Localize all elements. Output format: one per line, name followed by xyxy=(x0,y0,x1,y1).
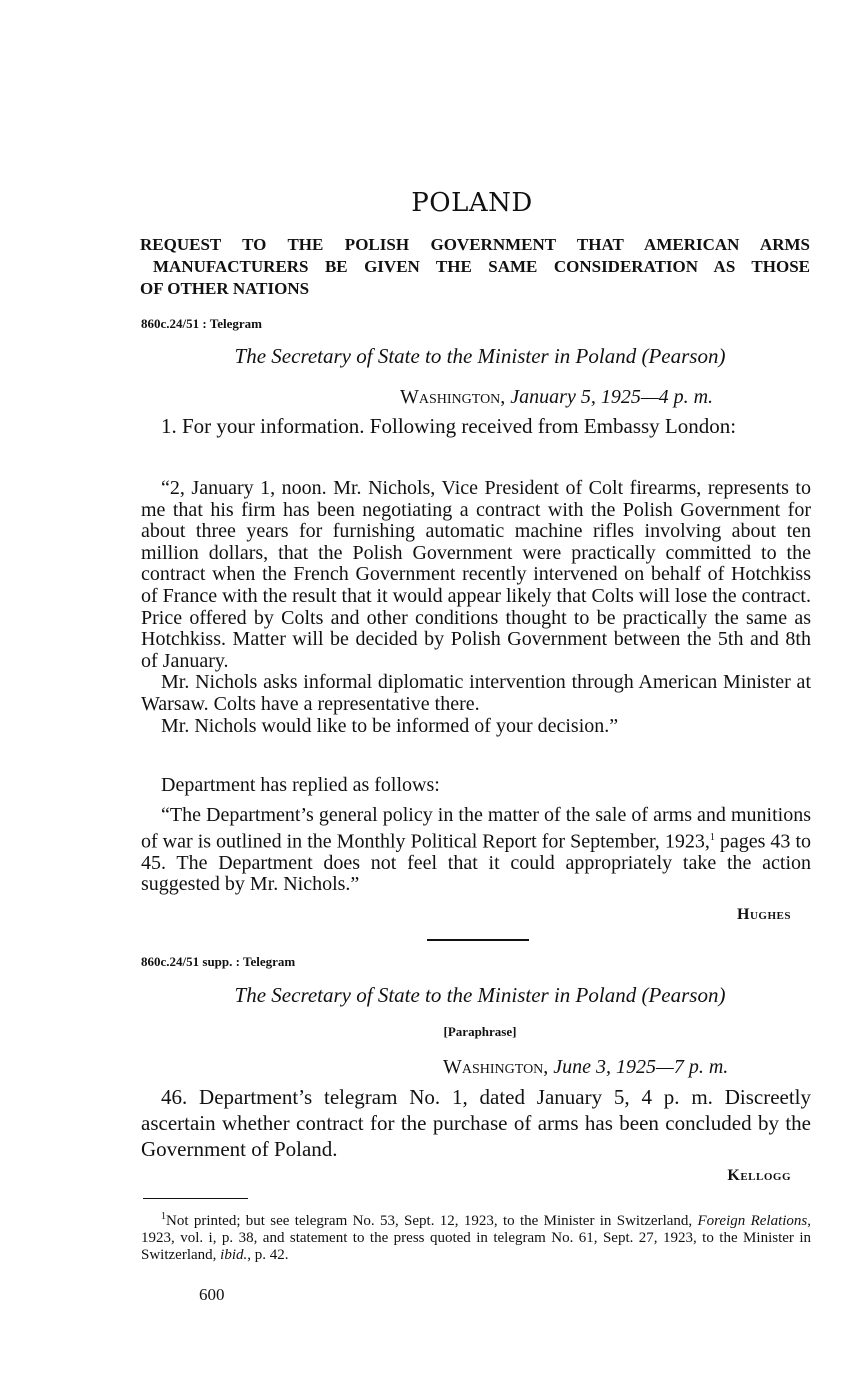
section-title: POLAND xyxy=(411,188,533,218)
signature: Hughes xyxy=(737,906,791,923)
file-number: 860c.24/51 supp. : Telegram xyxy=(141,954,296,969)
dateline xyxy=(400,386,713,409)
quoted-telegram xyxy=(141,478,811,737)
place: Washington, xyxy=(400,386,506,408)
signature: Kellogg xyxy=(727,1167,791,1184)
quote-paragraph: “2, January 1, noon. Mr. Nichols, Vice President of Colt firearms, represents to me that his firm has been negotiating a contract with the Polish Government for about three years for furnishing automatic machine rifles involving about ten million dollars, that the Polish Government were practically committed to the contract when the French Government recently intervened on behalf of Hotchkiss of France with the result that it would appear likely that Colts will lose the contract. Price offered by Colts and other conditions thought to be practically the same as Hotchkiss. Matter will be decided by Polish Government between the 5th and 8th of January. xyxy=(141,477,811,672)
heading-line-3: OF OTHER NATIONS xyxy=(140,279,310,298)
document-heading xyxy=(140,234,810,300)
file-number: 860c.24/51 : Telegram xyxy=(141,316,262,331)
footnote-ref: 1 xyxy=(709,831,715,843)
section-divider xyxy=(427,939,529,941)
page-number: 600 xyxy=(199,1285,225,1304)
footnote-text: Not printed; but see telegram No. 53, Sept. 12, 1923, to the Minister in Switzerland, xyxy=(166,1213,698,1229)
footnote-citation: Foreign Relations xyxy=(697,1213,808,1229)
dateline xyxy=(443,1056,728,1079)
date: June 3, 1925—7 p. m. xyxy=(553,1056,729,1078)
quote-paragraph: Mr. Nichols asks informal diplomatic intervention through American Minister at Warsaw. Colts have a representative there. xyxy=(141,671,811,715)
reply-text: pages 43 to 45. The Department does not feel that it could appropriately take the action suggested by Mr. Nichols.” xyxy=(141,830,811,896)
footnote-text: , 1923, vol. i, p. 38, and statement to the press quoted in telegram No. 61, Sept. 27, 1923, to the Minister in Switzerland, xyxy=(141,1213,811,1263)
footnote-citation: ibid. xyxy=(220,1247,248,1263)
addressee-name: (Pearson) xyxy=(641,344,726,368)
addressee: The Secretary of State to the Minister in Poland xyxy=(234,983,637,1007)
paragraph: 46. Department’s telegram No. 1, dated January 5, 4 p. m. Discreetly ascertain whether contract for the purchase of arms has been concluded by the Government of Poland. xyxy=(141,1085,811,1161)
addressee-line xyxy=(130,983,830,1008)
heading-line-2: MANUFACTURERS BE GIVEN THE SAME CONSIDERATION AS THOSE xyxy=(153,257,810,276)
date: January 5, 1925—4 p. m. xyxy=(510,386,714,408)
heading-line-1: REQUEST TO THE POLISH GOVERNMENT THAT AMERICAN ARMS xyxy=(140,235,810,254)
quote-paragraph: Mr. Nichols would like to be informed of your decision.” xyxy=(161,714,619,737)
footnote-rule xyxy=(143,1198,248,1199)
addressee: The Secretary of State to the Minister in Poland xyxy=(234,344,637,368)
paragraph: Department has replied as follows: xyxy=(161,774,440,796)
footnote-text: , p. 42. xyxy=(247,1247,289,1263)
addressee-name: (Pearson) xyxy=(641,983,726,1007)
paraphrase-note: [Paraphrase] xyxy=(443,1024,517,1039)
place: Washington, xyxy=(443,1056,549,1078)
addressee-line xyxy=(130,344,830,369)
footnote xyxy=(141,1208,811,1264)
reply-text: “The Department’s general policy in the matter of the sale of arms and munitions of war is outlined in the Monthly Political Report for September, 1923, xyxy=(141,804,811,853)
footnote-marker: 1 xyxy=(161,1211,166,1222)
paragraph: 1. For your information. Following received from Embassy London: xyxy=(161,414,737,438)
reply-paragraph xyxy=(141,805,811,896)
